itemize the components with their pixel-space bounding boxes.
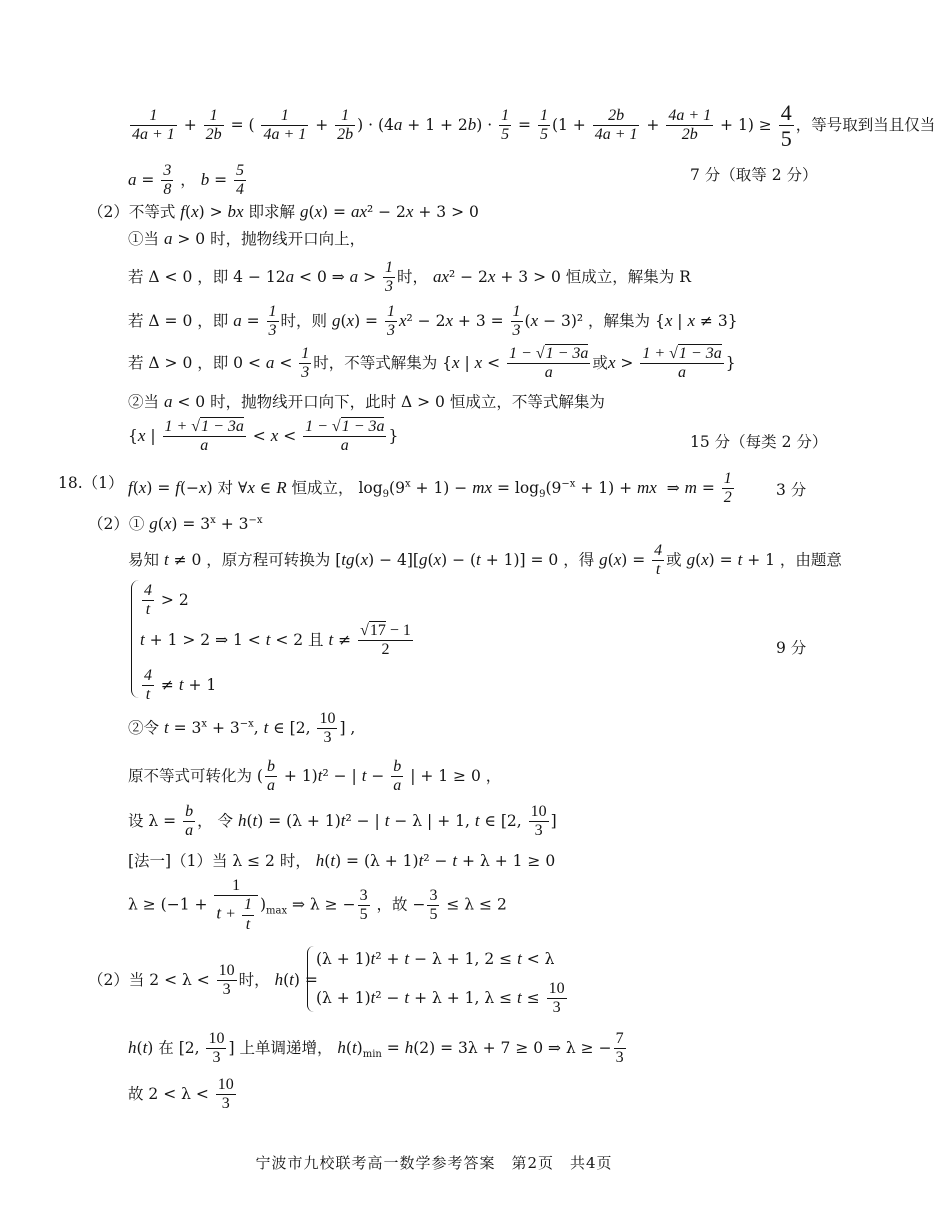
page-footer: 宁波市九校联考高一数学参考答案 第2页 共4页 bbox=[255, 1154, 613, 1172]
piecewise-row-1: (λ + 1)t² + t − λ + 1, 2 ≤ t < λ bbox=[316, 949, 555, 968]
q18-number: 18.（1） bbox=[58, 474, 124, 492]
formula-line-2: a = $\frac{3}{8}$ ， b = $\frac{5}{4}$ bbox=[128, 162, 245, 199]
system-row-1: $\frac{4}{t}$ > 2 bbox=[144, 582, 189, 619]
q18-part1: f(x) = f(−x) 对 ∀x ∈ R 恒成立， $\log_9(9^x + 1)$ − mx = $\log_9(9^{-x} + 1)$ + mx ⇒ m = $\frac{1}{2}$ bbox=[128, 470, 732, 507]
equality-condition-text: ，等号取到当且仅当 bbox=[795, 115, 935, 134]
delta-negative: 若 Δ < 0 ，即 4 − 12a < 0 ⇒ a > $\frac{1}{3}$ 时， ax² − 2x + 3 > 0 恒成立，解集为 R bbox=[128, 259, 691, 296]
monotone-line: h(t) 在 [2, $\frac{10}{3}$ ] 上单调递增， $h(t)_{min} = h(2) = 3\lambda + 7 \ge 0$ ⇒ λ ≥ − $\frac{7}{3}$ bbox=[128, 1030, 624, 1067]
conclusion-line: 故 2 < λ < $\frac{10}{3}$ bbox=[128, 1076, 234, 1113]
score-3: 3 分 bbox=[776, 481, 807, 499]
part2-let: ②令 $t = 3^x + 3^{-x}$, t ∈ [2, $\frac{10}{3}$ ] , bbox=[128, 710, 356, 747]
method1-case1: [法一]（1）当 λ ≤ 2 时， h(t) = (λ + 1)t² − t + λ + 1 ≥ 0 bbox=[128, 851, 556, 870]
piecewise-row-2: (λ + 1)t² − t + λ + 1, λ ≤ t ≤ $\frac{10}{3}$ bbox=[316, 980, 565, 1017]
system-row-3: $\frac{4}{t}$ ≠ t + 1 bbox=[144, 667, 217, 704]
system-row-2: t + 1 > 2 ⇒ 1 < t < 2 且 t ≠ $\frac{√17 - 1}{2}$ bbox=[140, 622, 411, 659]
method1-result: λ ≥ (−1 + 1 t + $\frac{1}{t}$ )$_{max}$ ⇒ λ ≥ − $\frac{3}{5}$ ，故 − $\frac{3}{5}$ ≤ λ ≤ 2 bbox=[128, 877, 507, 933]
piecewise-brace bbox=[307, 946, 315, 1012]
delta-zero: 若 Δ = 0 ，即 a = $\frac{1}{3}$ 时，则 g(x) = $\frac{1}{3}$ x² − 2x + 3 = $\frac{1}{3}$ (x − 3)² ，解集为 {x | x ≠ 3} bbox=[128, 303, 738, 340]
q18-part2-text: 易知 t ≠ 0 ，原方程可转换为 [tg(x) − 4][g(x) − (t + 1)] = 0 ，得 g(x) = $\frac{4}{t}$ 或 g(x) = t + 1 ，由题意 bbox=[128, 542, 842, 579]
part2-define: 设 λ = $\frac{b}{a}$ ， 令 h(t) = (λ + 1)t² − | t − λ | + 1, t ∈ [2, $\frac{10}{3}$ ] bbox=[128, 803, 557, 840]
case1-text: ①当 a > 0 时，抛物线开口向上， bbox=[128, 229, 366, 248]
case2-set: {x | $\frac{1 + √1 - 3a}{a}$ < x < $\frac{1 - √1 - 3a}{a}$ } bbox=[128, 418, 399, 455]
formula-line-1: $\frac{1}{4a + 1}$ + $\frac{1}{2b}$ = ( $\frac{1}{4a + 1}$ + $\frac{1}{2b}$ ) · (4a + 1 + 2b) · $\frac{1}{5}$ = $\frac{1}{5}$ (1 + $\frac{2b}{4a + 1}$ + $\frac{4a + 1}{2b}$ + 1) ≥ $\frac{4}{5}$ ，等号取到当且仅当 bbox=[132, 100, 935, 152]
score-7: 7 分（取等 2 分） bbox=[690, 166, 818, 184]
score-9: 9 分 bbox=[776, 639, 807, 657]
delta-positive: 若 Δ > 0 ，即 0 < a < $\frac{1}{3}$ 时，不等式解集为 {x | x < $\frac{1 - √1 - 3a}{a}$ 或x > $\frac{1 + √1 - 3a}{a}$ } bbox=[128, 345, 736, 382]
system-brace bbox=[131, 580, 140, 698]
q2-head: （2）不等式 f(x) > bx 即求解 g(x) = ax² − 2x + 3 > 0 bbox=[88, 202, 479, 221]
q18-part2-head: （2）① $g(x) = 3^x + 3^{-x}$ bbox=[88, 514, 263, 533]
part2-convert: 原不等式可转化为 ( $\frac{b}{a}$ + 1)t² − | t − $\frac{b}{a}$ | + 1 ≥ 0 ， bbox=[128, 758, 502, 795]
case2-text: ②当 a < 0 时，抛物线开口向下，此时 Δ > 0 恒成立，不等式解集为 bbox=[128, 392, 605, 411]
case-b-head: （2）当 2 < λ < $\frac{10}{3}$ 时， h(t) = bbox=[88, 962, 318, 999]
score-15: 15 分（每类 2 分） bbox=[690, 433, 828, 451]
